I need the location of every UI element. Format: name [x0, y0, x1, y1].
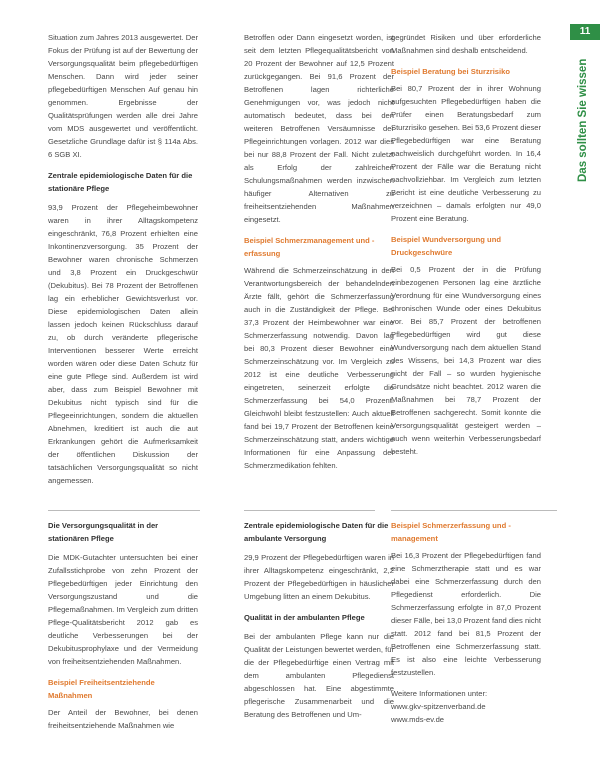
- section-heading: Qualität in der ambulanten Pflege: [244, 613, 365, 622]
- column-1-upper: [48, 31, 198, 495]
- column-3-lower: [391, 519, 541, 726]
- paragraph: Bei 80,7 Prozent der in ihrer Wohnung aufgesuchten Pflegebedürftigen haben die Prüfer einen Beratungsbedarf zum Sturzrisiko gesehen. Bei 53,6 Prozent dieser Pflegebedürftigen war eine Beratung nachweislich durchgeführt worden. In 16,4 Prozent der Fälle war die Beratung nicht nachvollziehbar. Im Vergleich zum letzten Bericht ist eine deutliche Verbesserung zu verzeichnen – damals erfolgten nur 49,0 Prozent eine Beratung.: [391, 84, 541, 223]
- paragraph: Bei der ambulanten Pflege kann nur die Qualität der Leistungen bewertet werden, für die der Pflegebedürftige einen Vertrag mit dem ambulanten Pflegedienst abgeschlossen hat. Eine abgestimmte pflegerische Zusammenarbeit und die Beratung des Betroffenen und Um-: [244, 632, 394, 719]
- link-gkv[interactable]: www.gkv-spitzenverband.de: [391, 702, 486, 711]
- column-1-lower: [48, 519, 198, 740]
- divider: [48, 510, 200, 511]
- page-number: 11: [570, 24, 600, 40]
- further-info-label: Weitere Informationen unter:: [391, 689, 488, 698]
- paragraph: 93,9 Prozent der Pflegeheimbewohner waren in ihrer Alltagskompetenz eingeschränkt, 76,8 Prozent erhielten eine Inkontinenzversorgung. 35 Prozent der Bewohner waren chronische Schmerzen und 3,8 Prozent ein Druckgeschwür (Dekubitus). Bei 78 Prozent der Betroffenen lag ein erheblicher Gewichtsverlust vor. Diese epidemiologischen Daten allein lassen jedoch keinen Rückschluss darauf zu, ob durch veränderte pflegerische Interventionen besserer Werte erreicht worden wären oder diese Daten Schutz für eine gute Pflege sind. Außerdem ist wird aber, dass zum Beispiel Bewohner mit Dekubitus nicht typisch sind für die Pflegeeinrichtungen, sondern die aktuellen Abnehmen, kreditiert ist auch die aut Erkrankungen gehört die Aufmerksamkeit der öffentlichen Diskussion der tatsächlichen Versorgungsqualität so nicht angemessen.: [48, 203, 198, 485]
- paragraph: Der Anteil der Bewohner, bei denen freiheitsentziehende Maßnahmen wie: [48, 708, 198, 730]
- column-2-upper: [244, 31, 394, 480]
- further-info: [391, 687, 541, 726]
- example-heading: Beispiel Wundversorgung und Druckgeschwüre: [391, 235, 501, 257]
- example-heading: Beispiel Schmerzmanagement und -erfassung: [244, 236, 375, 258]
- section-heading: Zentrale epidemiologische Daten für die ambulante Versorgung: [244, 521, 389, 543]
- column-2-lower: [244, 519, 394, 729]
- paragraph: Situation zum Jahres 2013 ausgewertet. Der Fokus der Prüfung ist auf der Bewertung der Versorgungsqualität beim pflegebedürftigen Menschen. Dann wird jeder seiner pflegebedürftigen Menschen Auf genau hin genommen. Ergebnisse der Qualitätsprüfungen werden alle drei Jahre vom MDS ausgewertet und veröffentlicht. Gesetzliche Grundlage dafür ist § 114a Abs. 6 SGB XI.: [48, 33, 198, 159]
- divider: [391, 510, 557, 511]
- example-heading: Beispiel Schmerzerfassung und -management: [391, 521, 511, 543]
- section-heading: Zentrale epidemiologische Daten für die stationäre Pflege: [48, 171, 193, 193]
- link-mds[interactable]: www.mds-ev.de: [391, 715, 445, 724]
- paragraph: 29,9 Prozent der Pflegebedürftigen waren in ihrer Alltagskompetenz eingeschränkt, 2,2 Prozent der Pflegebedürftigen in häuslicher Umgebung litten an einem Dekubitus.: [244, 553, 394, 601]
- divider: [244, 510, 375, 511]
- section-side-title: Das sollten Sie wissen: [577, 58, 589, 182]
- paragraph: Betroffen oder Dann eingesetzt worden, ist seit dem letzten Pflegequalitätsbericht von 20 Prozent der Bewohner auf 12,5 Prozent zurückgegangen. Bei 91,6 Prozent der Betroffenen lagen richterliche Genehmigungen vor, was jedoch nicht automatisch bedeutet, dass bei den weiteren Betroffenen Versäumnisse der Pflegeinrichtungen vorlagen. 2012 war dies bei nur 88,8 Prozent der Fall. Nicht zuletzt als Erfolg der zahlreichen Schulungsmaßnahmen werden inzwischen häufiger Alternativen zu freiheitsentziehenden Maßnahmen eingesetzt.: [244, 33, 394, 224]
- example-heading: Beispiel Beratung bei Sturzrisiko: [391, 67, 510, 76]
- paragraph: Bei 16,3 Prozent der Pflegebedürftigen fand eine Schmerztherapie statt und es war dabei eine Schmerzerfassung durch den Pflegedienst erforderlich. Die Schmerzerfassung erfolgte in 87,0 Prozent dieser Fälle, bei 13,0 Prozent fand dies nicht statt. 2012 fand bei 81,5 Prozent der Betroffenen eine Schmerzerfassung statt. Es ist also eine leichte Verbesserung festzustellen.: [391, 551, 541, 677]
- paragraph: Bei 0,5 Prozent der in die Prüfung einbezogenen Personen lag eine ärztliche Verordnung für eine Wundversorgung eines chronischen Wunde oder eines Dekubitus vor. Bei 85,7 Prozent der betroffenen Pflegebedürftigen wird gut diese Wundversorgung nach dem aktuellen Stand des Wissens, bei 14,3 Prozent war dies nicht der Fall – so wurden hygienische Grundsätze nicht beachtet. 2012 waren die Maßnahmen bei 78,7 Prozent der Betroffenen sachgerecht. Somit konnte die Versorgungsqualität gesteigert werden – auch wenn weiterhin Verbesserungsbedarf besteht.: [391, 265, 541, 456]
- paragraph: gegründet Risiken und über erforderliche Maßnahmen sind deshalb entscheidend.: [391, 33, 541, 55]
- section-heading: Die Versorgungsqualität in der stationären Pflege: [48, 521, 159, 543]
- paragraph: Während die Schmerzeinschätzung in den Verantwortungsbereich der behandelnden Ärzte fällt, gehört die Schmerzerfassung auch in die Zuständigkeit der Pflege. Bei 37,3 Prozent der Heimbewohner war eine Schmerzerfassung notwendig. Davon lag bei 80,3 Prozent dieser Bewohner eine Schmerzeinschätzung vor. Im Vergleich zu 2012 ist eine deutliche Verbesserung eingetreten, seinerzeit erfolgte die Schmerzerfassung bei 54,0 Prozent. Gleichwohl bleibt festzustellen: Auch aktuell fand bei 19,7 Prozent der Betroffenen keine Schmerzeinschätzung statt, anders wichtige Informationen für eine Anpassung der Schmerzmedikation fehlten.: [244, 266, 394, 470]
- example-heading: Beispiel Freiheitsentziehende Maßnahmen: [48, 678, 155, 700]
- column-3-upper: [391, 31, 541, 466]
- paragraph: Die MDK-Gutachter untersuchten bei einer Zufallsstichprobe von zehn Prozent der Pflegebedürftigen jeder Einrichtung den Versorgungszustand und die Pflegemaßnahmen. Im Vergleich zum dritten Pflege-Qualitätsbericht 2012 gab es deutliche Verbesserungen bei der Dekubitusprophylaxe und der Vermeidung von freiheitsentziehenden Maßnahmen.: [48, 553, 198, 666]
